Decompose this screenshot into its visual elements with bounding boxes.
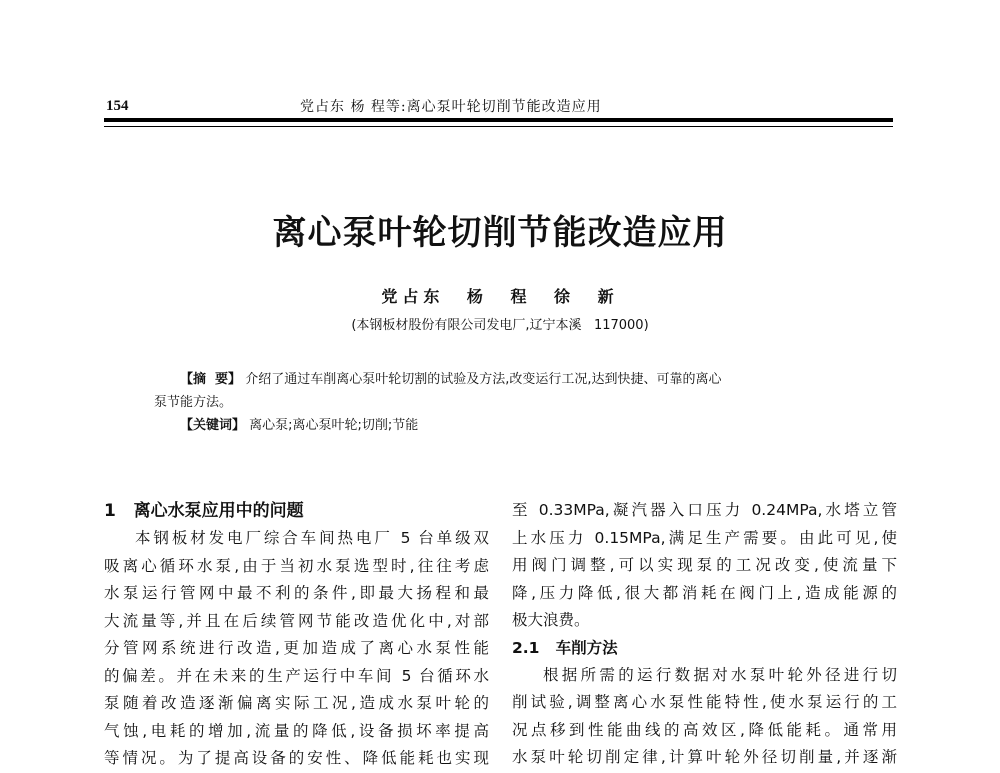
body-line: 况点移到性能曲线的高效区,降低能耗。通常用: [512, 720, 897, 739]
keywords-line: [154, 414, 844, 437]
keywords-label: 【关键词】: [180, 418, 246, 433]
abstract-text-1: 介绍了通过车削离心泵叶轮切割的试验及方法,改变运行工况,达到快捷、可靠的离心: [245, 372, 722, 387]
authors: 党占东 杨 程 徐 新: [381, 287, 619, 306]
body-line: 用阀门调整,可以实现泵的工况改变,使流量下: [512, 556, 897, 574]
affiliation: (本钢板材股份有限公司发电厂,辽宁本溪 117000): [351, 318, 649, 333]
body-line: 上水压力 0.15MPa,满足生产需要。由此可见,使: [512, 528, 897, 547]
body-line: 等情况。为了提高设备的安性、降低能耗也实现: [104, 749, 489, 767]
body-line: 水泵叶轮切削定律,计算叶轮外径切削量,并逐渐: [512, 748, 897, 766]
right-column: [512, 497, 897, 772]
body-line: 气蚀,电耗的增加,流量的降低,设备损坏率提高: [104, 721, 489, 740]
body-line: 吸离心循环水泵,由于当初水泵选型时,往往考虑: [104, 556, 489, 575]
abstract-line-2: [154, 391, 844, 414]
body-line: 至 0.33MPa,凝汽器入口压力 0.24MPa,水塔立管: [512, 501, 897, 519]
body-line: 泵随着改造逐渐偏离实际工况,造成水泵叶轮的: [104, 694, 489, 712]
body-line: 根据所需的运行数据对水泵叶轮外径进行切: [543, 665, 897, 684]
header-rule-thin: [104, 126, 893, 127]
abstract-text-2: 泵节能方法。: [154, 395, 233, 410]
body-line: 削试验,调整离心水泵性能特性,使水泵运行的工: [512, 693, 897, 711]
subsection-heading-2-1: 2.1 车削方法: [512, 638, 618, 657]
body-line: 本钢板材发电厂综合车间热电厂 5 台单级双: [135, 529, 489, 547]
article-title: 离心泵叶轮切削节能改造应用: [272, 213, 728, 253]
section-heading-1: 1 离心水泵应用中的问题: [104, 501, 304, 521]
body-line: 的偏差。并在未来的生产运行中车间 5 台循环水: [104, 666, 489, 685]
abstract-label: 【摘 要】: [180, 372, 242, 387]
body-line: 大流量等,并且在后续管网节能改造优化中,对部: [104, 611, 489, 630]
header-rule-thick: [104, 118, 893, 122]
page-number: 154: [106, 98, 129, 114]
abstract-line-1: [154, 368, 844, 391]
body-line: 分管网系统进行改造,更加造成了离心水泵性能: [104, 639, 489, 657]
keywords-text: 离心泵;离心泵叶轮;切削;节能: [249, 418, 419, 433]
body-line: 极大浪费。: [512, 611, 590, 629]
abstract-block: [154, 368, 844, 437]
body-line: 降,压力降低,很大都消耗在阀门上,造成能源的: [512, 583, 897, 602]
running-head: 党占东 杨 程等:离心泵叶轮切削节能改造应用: [300, 99, 602, 115]
left-column: [104, 497, 489, 773]
body-line: 水泵运行管网中最不利的条件,即最大扬程和最: [104, 584, 489, 602]
